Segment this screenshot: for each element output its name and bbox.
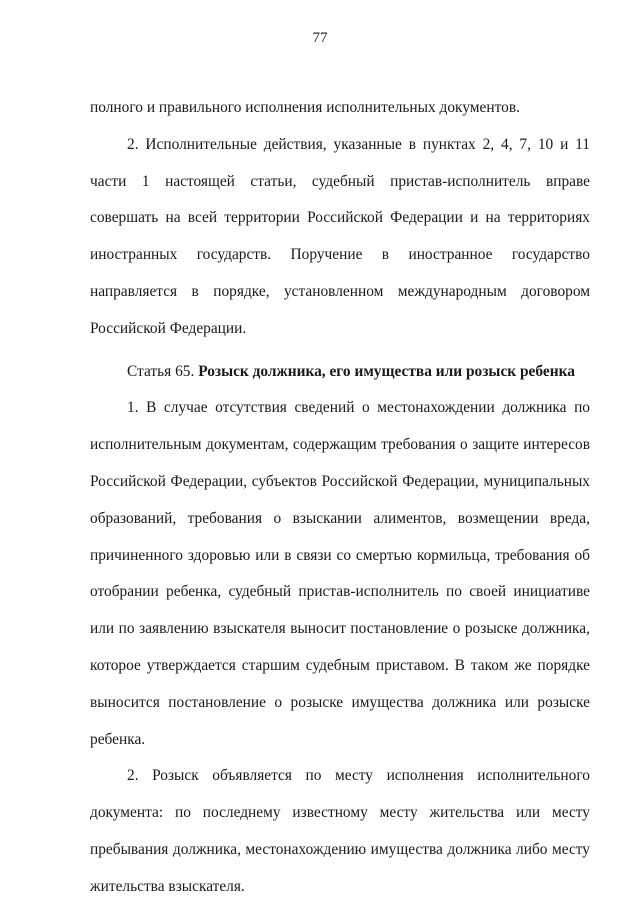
text-line: государств. Поручение в иностранное государство направляется в порядке, <box>90 246 590 300</box>
text-line: пребывания должника, местонахождению имущества должника либо месту <box>90 840 590 858</box>
text-line: 1. В случае отсутствия сведений о местонахождении должника по <box>127 399 590 417</box>
text-line: 2. Исполнительные действия, указанные в пунктах 2, 4, 7, 10 и 11 части <box>90 135 590 190</box>
text-line: 1 настоящей статьи, судебный пристав-исполнитель вправе совершать на <box>90 172 590 227</box>
paragraph <box>90 90 590 127</box>
article-title: Розыск должника, его имущества или розыск ребенка <box>198 362 575 380</box>
paragraphs-before <box>90 90 590 348</box>
text-line: причиненного здоровью или в связи со смертью кормильца, требования об <box>90 546 590 564</box>
document-body <box>90 90 590 906</box>
text-line: 2. Розыск объявляется по месту исполнения исполнительного <box>127 767 590 785</box>
text-line: выносится постановление о розыске имущества должника или розыске <box>90 693 590 711</box>
paragraph <box>90 758 590 905</box>
text-line: которое утверждается старшим судебным приставом. В таком же порядке <box>90 656 590 674</box>
text-line: жительства взыскателя. <box>90 877 245 895</box>
text-line: исполнительным документам, содержащим требования о защите интересов <box>90 436 590 454</box>
text-line: ребенка. <box>90 730 146 748</box>
text-line: Российской Федерации, субъектов Российской Федерации, муниципальных <box>90 472 590 490</box>
text-line: установленном международным договором Российской Федерации. <box>90 282 590 337</box>
paragraph <box>90 390 590 758</box>
article-label: Статья 65. <box>127 362 195 380</box>
paragraphs-after <box>90 390 590 905</box>
paragraph <box>90 127 590 348</box>
article-heading <box>90 354 590 391</box>
text-line: полного и правильного исполнения исполнительных документов. <box>90 99 520 116</box>
text-line: образований, требования о взыскании алиментов, возмещении вреда, <box>90 509 590 527</box>
text-line: отобрании ребенка, судебный пристав-исполнитель по своей инициативе или <box>90 583 590 638</box>
text-line: по заявлению взыскателя выносит постановление о розыске должника, <box>118 620 590 638</box>
page-number: 77 <box>312 30 328 46</box>
text-line: документа: по последнему известному месту жительства или месту <box>90 804 590 822</box>
text-line: всей территории Российской Федерации и на территориях иностранных <box>90 209 590 264</box>
